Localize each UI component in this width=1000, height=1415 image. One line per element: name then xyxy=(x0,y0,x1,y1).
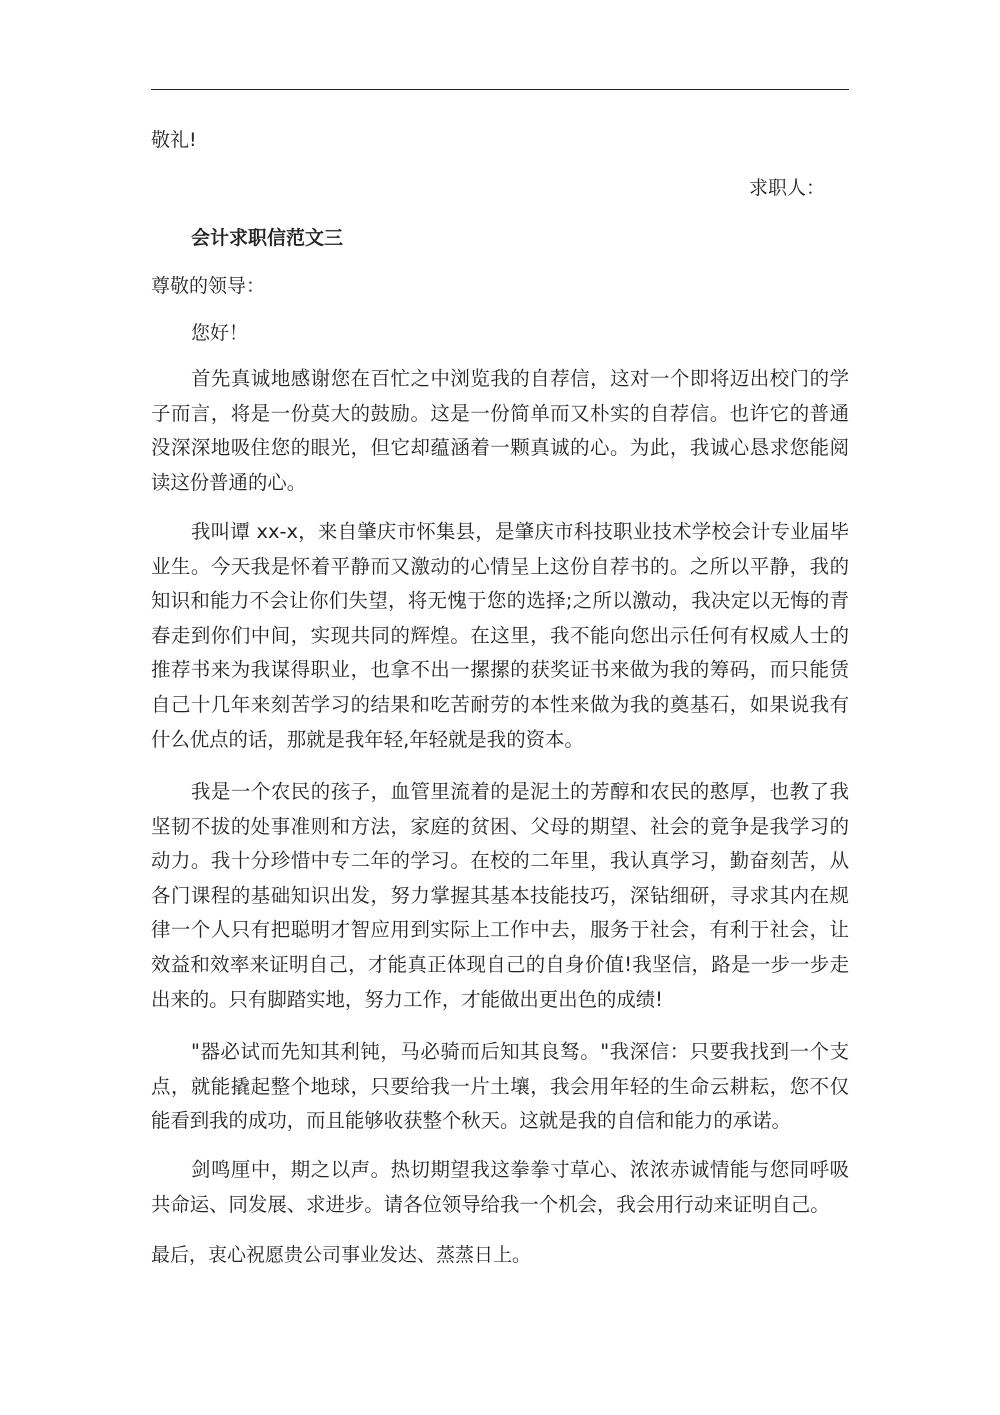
letter-closing: 敬礼! xyxy=(151,129,197,151)
header-rule xyxy=(151,89,849,90)
section-heading: 会计求职信范文三 xyxy=(191,227,344,249)
body-paragraph-4: "器必试而先知其利钝，马必骑而后知其良驽。"我深信：只要我找到一个支点，就能撬起整个地球，只要给我一片土壤，我会用年轻的生命云耕耘，您不仅能看到我的成功，而且能够收获整个秋天。这就是我的自信和能力的承诺。 xyxy=(151,1040,849,1133)
body-paragraph-3: 我是一个农民的孩子，血管里流着的是泥土的芳醇和农民的憨厚，也教了我坚韧不拔的处事准则和方法，家庭的贫困、父母的期望、社会的竟争是我学习的动力。我十分珍惜中专二年的学习。在校的二年里，我认真学习，勤奋刻苦，从各门课程的基础知识出发，努力掌握其基本技能技巧，深钻细研，寻求其内在规律一个人只有把聪明才智应用到实际上工作中去，服务于社会，有利于社会，让效益和效率来证明自己，才能真正体现自己的自身价值!我坚信，路是一步一步走出来的。只有脚踏实地，努力工作，才能做出更出色的成绩! xyxy=(151,780,849,1011)
closing-wish: 最后，衷心祝愿贵公司事业发达、蒸蒸日上。 xyxy=(151,1244,532,1266)
signature-line: 求职人： xyxy=(748,177,825,199)
letter-greeting: 您好！ xyxy=(191,322,249,344)
body-paragraph-1: 首先真诚地感谢您在百忙之中浏览我的自荐信，这对一个即将迈出校门的学子而言，将是一份莫大的鼓励。这是一份简单而又朴实的自荐信。也许它的普通没深深地吸住您的眼光，但它却蕴涵着一颗真诚的心。为此，我诚心恳求您能阅读这份普通的心。 xyxy=(151,367,849,494)
letter-salutation: 尊敬的领导： xyxy=(151,275,266,297)
body-paragraph-5: 剑鸣厘中，期之以声。热切期望我这拳拳寸草心、浓浓赤诚情能与您同呼吸共命运、同发展、求进步。请各位领导给我一个机会，我会用行动来证明自己。 xyxy=(151,1158,849,1216)
body-paragraph-2: 我叫谭 xx-x，来自肇庆市怀集县，是肇庆市科技职业技术学校会计专业届毕业生。今天我是怀着平静而又激动的心情呈上这份自荐书的。之所以平静，我的知识和能力不会让你们失望，将无愧于您的选择;之所以激动，我决定以无悔的青春走到你们中间，实现共同的辉煌。在这里，我不能向您出示任何有权威人士的推荐书来为我谋得职业，也拿不出一摞摞的获奖证书来做为我的筹码，而只能赁自己十几年来刻苦学习的结果和吃苦耐劳的本性来做为我的奠基石，如果说我有什么优点的话，那就是我年轻,年轻就是我的资本。 xyxy=(151,520,849,751)
